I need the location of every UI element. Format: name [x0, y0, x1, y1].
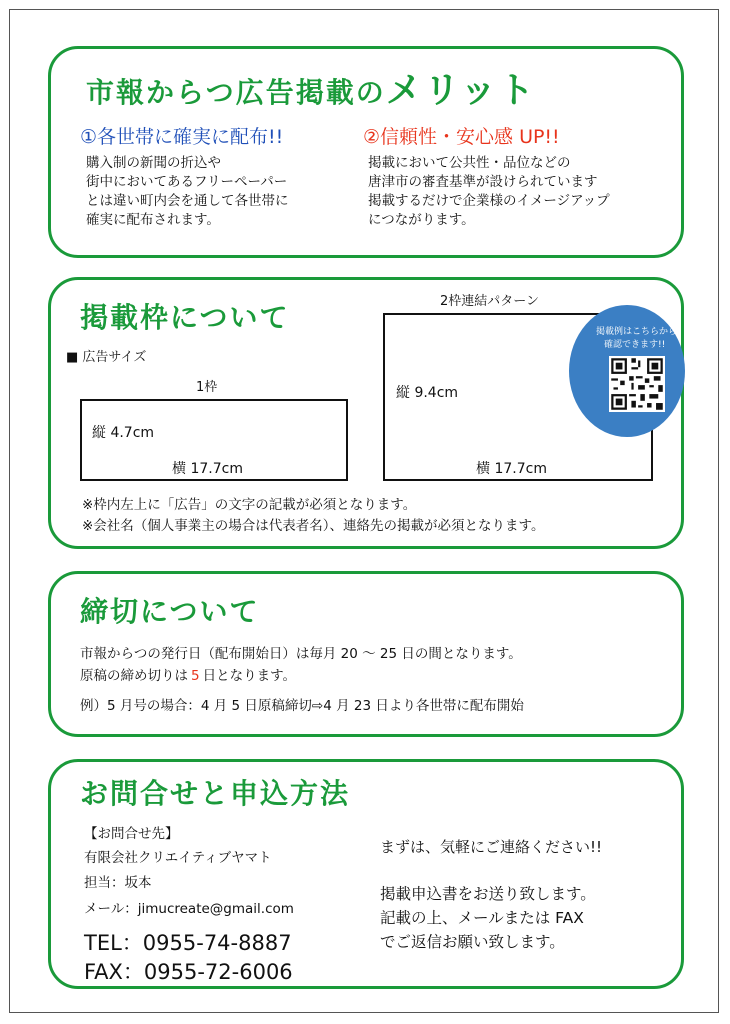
- qr-caption-line1: 掲載例はこちらから: [596, 327, 678, 337]
- contact-fax: FAX：0955-72-6006: [84, 960, 293, 984]
- frame-note-2: ※会社名（個人事業主の場合は代表者名）、連絡先の掲載が必須となります。: [82, 518, 545, 534]
- merit-point1-text: [86, 154, 289, 230]
- contact-title: お問合せと申込方法: [80, 777, 351, 810]
- deadline-line2-suffix: 日となります。: [202, 668, 297, 684]
- deadline-title: 締切について: [80, 595, 260, 628]
- contact-mail[interactable]: メール：jimucreate@gmail.com: [84, 901, 294, 917]
- contact-message-3: 記載の上、メールまたは FAX: [380, 909, 584, 927]
- qr-code-graphic: [609, 356, 665, 412]
- deadline-line1: 市報からつの発行日（配布開始日）は毎月 20 ～ 25 日の間となります。: [80, 646, 522, 662]
- one-frame-width: 横 17.7cm: [172, 461, 243, 477]
- one-frame-label: 1枠: [196, 380, 218, 395]
- merit-point1-heading: ①各世帯に確実に配布!!: [80, 126, 284, 148]
- frame-note-1: ※枠内左上に「広告」の文字の記載が必須となります。: [82, 497, 417, 513]
- merit-point2-heading: ②信頼性・安心感 UP!!: [363, 126, 560, 148]
- merit-point2-line: 掲載において公共性・品位などの: [368, 155, 571, 171]
- deadline-example: 例）5 月号の場合：4 月 5 日原稿締切⇨4 月 23 日より各世帯に配布開始: [80, 698, 524, 714]
- merit-point2-line: 唐津市の審査基準が設けられています: [368, 174, 598, 190]
- contact-company: 有限会社クリエイティブヤマト: [84, 850, 272, 866]
- contact-label: 【お問合せ先】: [84, 826, 179, 842]
- qr-caption-line2: 確認できます!!: [604, 340, 666, 350]
- merit-point1-line: 購入制の新聞の折込や: [86, 155, 221, 171]
- merit-point2-line: につながります。: [368, 212, 475, 228]
- one-frame-height: 縦 4.7cm: [92, 425, 155, 441]
- merit-title-prefix: 市報からつ広告掲載の: [86, 76, 386, 109]
- merit-point1-line: 確実に配布されます。: [86, 212, 220, 228]
- merit-title-suffix: メリット: [385, 70, 537, 111]
- merit-point1-line: とは違い町内会を通して各世帯に: [86, 193, 289, 209]
- ad-size-label: ■ 広告サイズ: [66, 350, 147, 365]
- contact-person: 担当：坂本: [84, 875, 152, 891]
- contact-message-2: 掲載申込書をお送り致します。: [380, 885, 596, 903]
- two-frame-height: 縦 9.4cm: [396, 385, 459, 401]
- merit-title: [86, 62, 536, 113]
- two-frame-width: 横 17.7cm: [476, 461, 547, 477]
- merit-point2-line: 掲載するだけで企業様のイメージアップ: [368, 193, 610, 209]
- contact-message-1: まずは、気軽にご連絡ください!!: [380, 838, 603, 856]
- deadline-line2-prefix: 原稿の締め切りは: [80, 668, 188, 684]
- contact-message-4: でご返信お願い致します。: [380, 933, 565, 951]
- contact-tel[interactable]: TEL：0955-74-8887: [84, 931, 292, 955]
- frame-title: 掲載枠について: [80, 301, 290, 334]
- merit-point2-text: [368, 154, 610, 230]
- qr-code-icon[interactable]: [609, 356, 665, 412]
- merit-point1-line: 街中においてあるフリーペーパー: [86, 174, 288, 190]
- deadline-line2: [80, 664, 296, 684]
- deadline-highlight: 5: [191, 668, 200, 684]
- two-frame-label: 2枠連結パターン: [440, 294, 540, 309]
